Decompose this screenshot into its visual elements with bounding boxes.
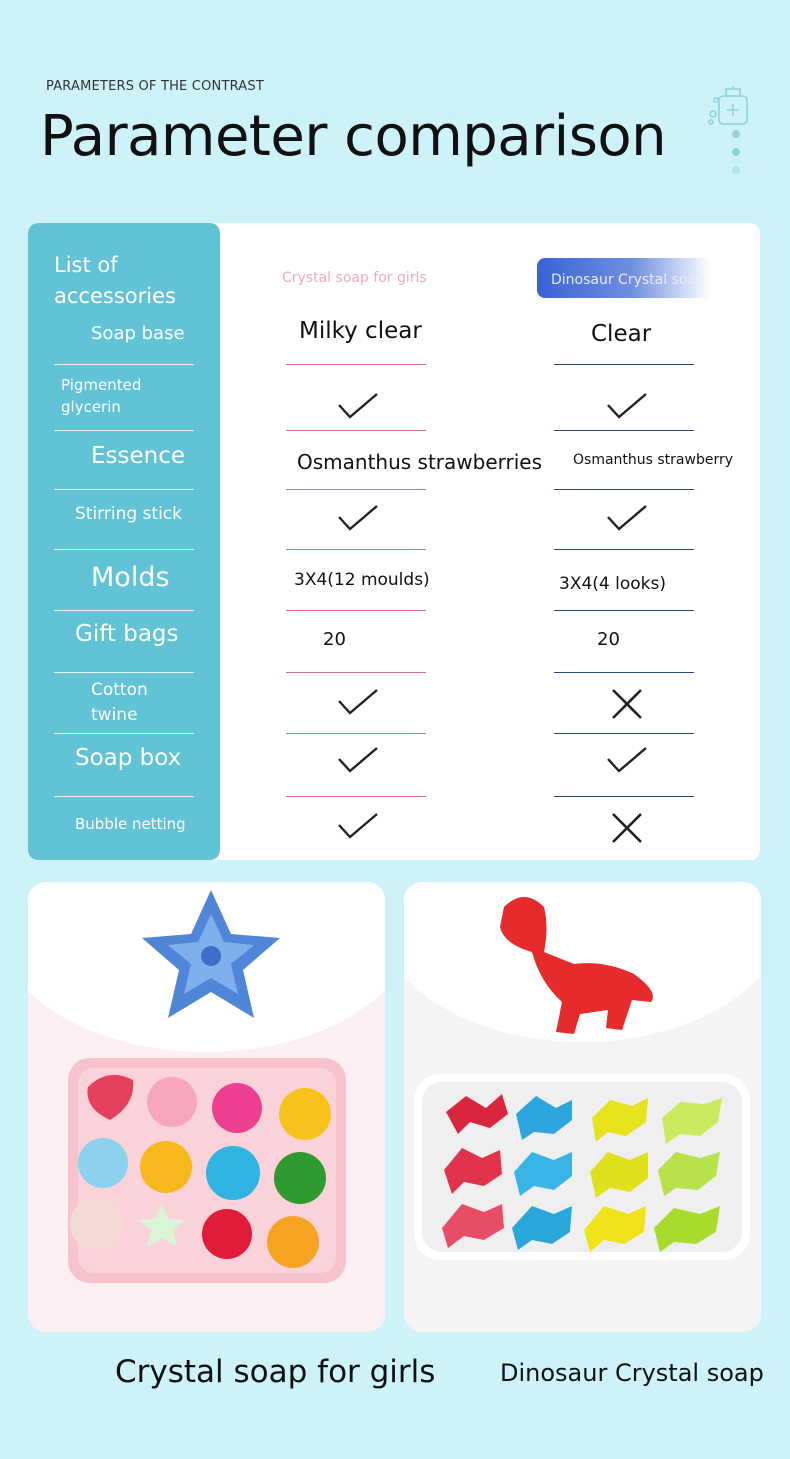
check-icon [336,811,380,843]
row-label-pigmented-glycerin: Pigmented glycerin [61,376,142,416]
cell-essence-crystal: Osmanthus strawberries [297,450,543,474]
row-divider [554,796,694,797]
row-divider [286,549,426,550]
row-divider [286,489,426,490]
check-icon [605,503,649,535]
row-label-cotton-twine: Cotton twine [91,680,148,725]
row-divider [54,549,194,550]
check-icon [336,391,380,423]
section-eyebrow: PARAMETERS OF THE CONTRAST [46,79,264,94]
row-label-essence: Essence [91,443,186,469]
column-header-dinosaur-soap: Dinosaur Crystal soap [537,258,711,298]
caption-crystal-soap: Crystal soap for girls [115,1354,436,1390]
star-soap-and-flower-mold-photo [28,882,385,1332]
row-divider [54,364,194,365]
row-divider [54,610,194,611]
row-label-soap-base: Soap base [91,323,185,344]
row-divider [286,610,426,611]
caption-dinosaur-soap: Dinosaur Crystal soap [500,1359,764,1387]
check-icon [605,391,649,423]
row-divider [554,430,694,431]
row-label-stirring-stick: Stirring stick [75,504,182,524]
row-label-bubble-netting: Bubble netting [75,815,186,833]
row-divider [554,364,694,365]
column-header-crystal-soap: Crystal soap for girls [282,270,427,286]
cell-essence-dinosaur: Osmanthus strawberry [573,452,734,468]
cell-gift-bags-crystal: 20 [323,629,346,650]
row-divider [554,489,694,490]
page-title: Parameter comparison [40,104,667,169]
soap-dispenser-icon [706,86,756,181]
row-divider [54,430,194,431]
row-divider [286,364,426,365]
cell-soap-base-dinosaur: Clear [591,321,652,347]
check-icon [336,503,380,535]
check-icon [605,745,649,777]
row-divider [286,796,426,797]
cell-gift-bags-dinosaur: 20 [597,629,620,650]
dinosaur-soap-and-dino-mold-photo [404,882,761,1332]
row-divider [554,733,694,734]
row-divider [54,796,194,797]
cross-icon [605,688,649,720]
cross-icon [605,812,649,844]
cell-molds-crystal: 3X4(12 moulds) [294,570,430,590]
check-icon [336,687,380,719]
cell-molds-dinosaur: 3X4(4 looks) [559,574,666,594]
cell-soap-base-crystal: Milky clear [299,318,422,344]
row-divider [286,672,426,673]
row-label-molds: Molds [91,562,170,593]
row-divider [554,549,694,550]
row-label-gift-bags: Gift bags [75,621,179,647]
row-divider [286,430,426,431]
row-divider [54,672,194,673]
row-label-soap-box: Soap box [75,745,182,771]
row-divider [554,672,694,673]
check-icon [336,745,380,777]
row-divider [54,489,194,490]
row-divider [554,610,694,611]
row-divider [286,733,426,734]
row-divider [54,733,194,734]
sidebar-heading: List of accessories [54,253,176,308]
